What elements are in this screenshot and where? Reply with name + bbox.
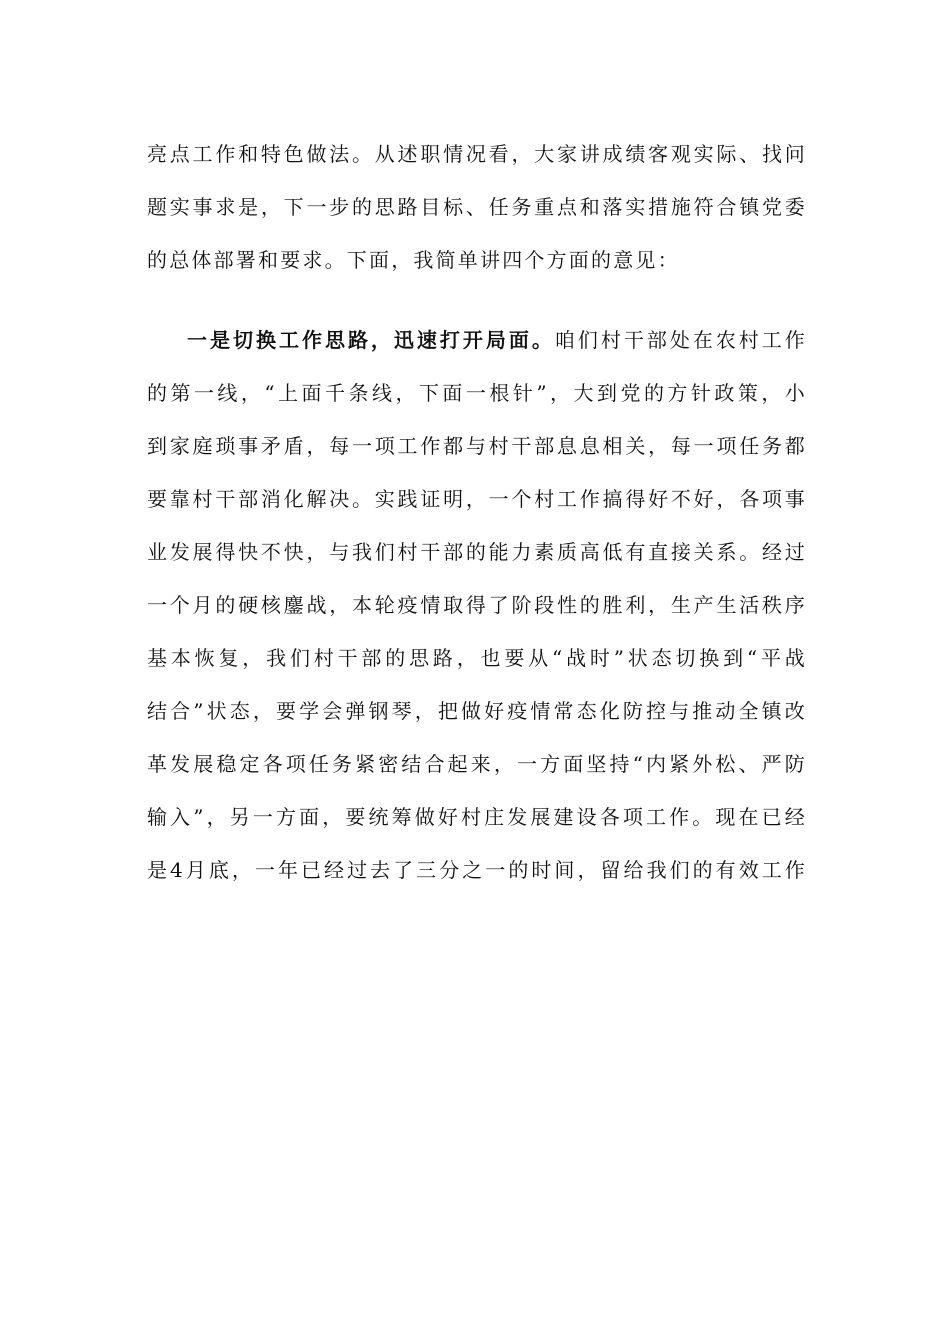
paragraph-2-line-2: 的第一线，“上面千条线，下面一根针”，大到党的方针政策，小 — [147, 381, 807, 405]
paragraph-2-line-11: 是4月底，一年已经过去了三分之一的时间，留给我们的有效工作 — [147, 858, 807, 882]
paragraph-2-line-7: 基本恢复，我们村干部的思路，也要从“战时”状态切换到“平战 — [147, 646, 807, 670]
paragraph-2-line-1 — [147, 314, 807, 367]
paragraph-1-line-1: 亮点工作和特色做法。从述职情况看，大家讲成绩客观实际、找问 — [147, 142, 807, 166]
paragraph-2-line-10: 输入”，另一方面，要统筹做好村庄发展建设各项工作。现在已经 — [147, 805, 807, 829]
paragraph-2-line-5: 业发展得快不快，与我们村干部的能力素质高低有直接关系。经过 — [147, 540, 807, 564]
paragraph-2-line-3: 到家庭琐事矛盾，每一项工作都与村干部息息相关，每一项任务都 — [147, 434, 807, 458]
document-body — [147, 128, 807, 897]
paragraph-2-line-4: 要靠村干部消化解决。实践证明，一个村工作搞得好不好，各项事 — [147, 487, 807, 511]
paragraph-2-line-6: 一个月的硬核鏖战，本轮疫情取得了阶段性的胜利，生产生活秩序 — [147, 593, 807, 617]
paragraph-2-line-9: 革发展稳定各项任务紧密结合起来，一方面坚持“内紧外松、严防 — [147, 752, 807, 776]
paragraph-1-line-3: 的总体部署和要求。下面，我简单讲四个方面的意见： — [147, 248, 680, 272]
paragraph-gap — [147, 287, 807, 314]
section-heading: 一是切换工作思路，迅速打开局面。 — [187, 328, 555, 352]
paragraph-2-line-8: 结合”状态，要学会弹钢琴，把做好疫情常态化防控与推动全镇改 — [147, 699, 807, 723]
paragraph-2-line-1-text: 咱们村干部处在农村工作 — [554, 328, 807, 352]
paragraph-1-line-2: 题实事求是，下一步的思路目标、任务重点和落实措施符合镇党委 — [147, 195, 807, 219]
